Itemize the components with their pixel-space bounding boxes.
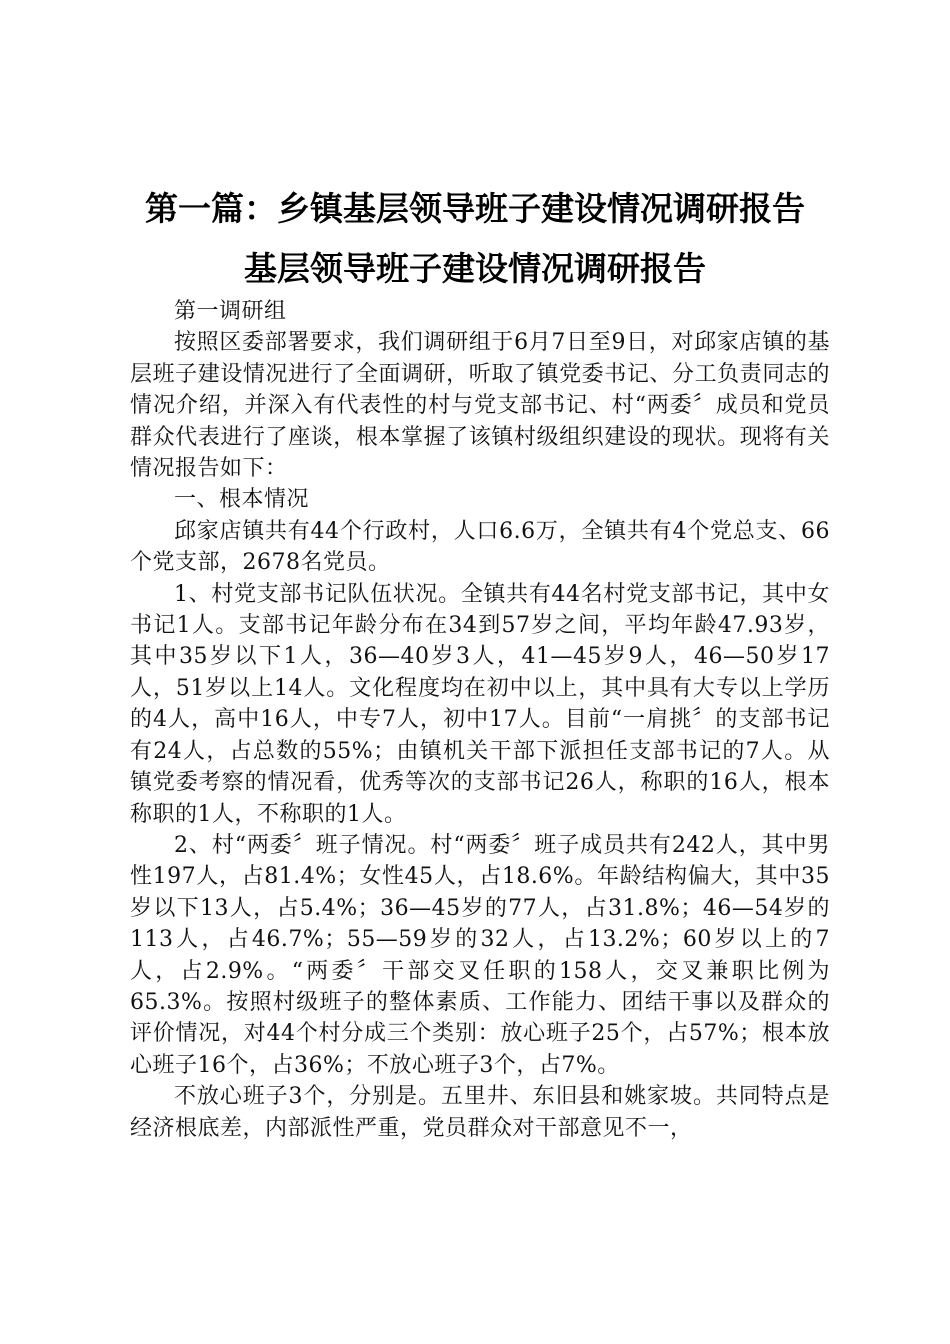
document-subtitle: 基层领导班子建设情况调研报告	[244, 249, 706, 288]
document-main-title: 第一篇：乡镇基层领导班子建设情况调研报告	[145, 189, 805, 228]
section-heading: 一、根本情况	[174, 487, 310, 513]
paragraph-unsatisfactory: 不放心班子3个，分别是。五里井、东旧县和姚家坡。共同特点是经济根底差，内部派性严重，党员群众对干部意见不一，	[130, 1084, 830, 1141]
paragraph-committees: 2、村“两委〞班子情况。村“两委〞班子成员共有242人，其中男性197人，占81.4%；女性45人，占18.6%。年龄结构偏大，其中35岁以下13人，占5.4%；36—45岁的77人，占31.8%；46—54岁的113人，占46.7%；55—59岁的32人，占13.2%；60岁以上的7人，占2.9%。“两委〞干部交叉任职的158人，交叉兼职比例为65.3%。按照村级班子的整体素质、工作能力、团结干事以及群众的评价情况，对44个村分成三个类别：放心班子25个，占57%；根本放心班子16个，占36%；不放心班子3个，占7%。	[130, 832, 830, 1078]
paragraph-secretaries: 1、村党支部书记队伍状况。全镇共有44名村党支部书记，其中女书记1人。支部书记年龄分布在34到57岁之间，平均年龄47.93岁，其中35岁以下1人，36—40岁3人，41—45岁9人，46—50岁17人，51岁以上14人。文化程度均在初中以上，其中具有大专以上学历的4人，高中16人，中专7人，初中17人。目前“一肩挑〞的支部书记有24人，占总数的55%；由镇机关干部下派担任支部书记的7人。从镇党委考察的情况看，优秀等次的支部书记26人，称职的16人，根本称职的1人，不称职的1人。	[130, 581, 830, 827]
document-body	[130, 296, 830, 1144]
paragraph-author: 第一调研组	[174, 299, 287, 324]
paragraph-intro: 按照区委部署要求，我们调研组于6月7日至9日，对邱家店镇的基层班子建设情况进行了全面调研，听取了镇党委书记、分工负责同志的情况介绍，并深入有代表性的村与党支部书记、村“两委〞成员和党员群众代表进行了座谈，根本掌握了该镇村级组织建设的现状。现将有关情况报告如下：	[130, 330, 830, 482]
paragraph-overview: 邱家店镇共有44个行政村，人口6.6万，全镇共有4个党总支、66个党支部，2678名党员。	[130, 518, 830, 576]
